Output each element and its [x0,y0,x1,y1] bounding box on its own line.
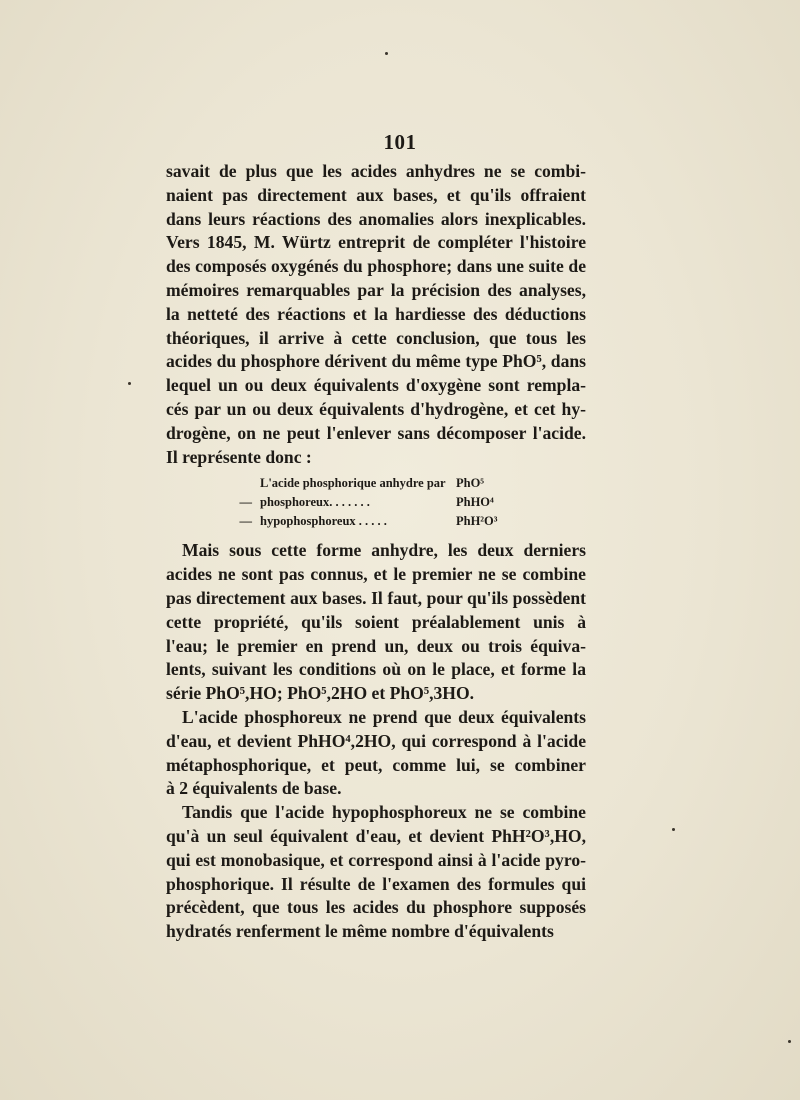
text-line: Vers 1845, M. Würtz entreprit de compléter l'histoire [166,232,586,253]
text-line: L'acide phosphoreux ne prend que deux équivalents [182,706,586,727]
text-line: naient pas directement aux bases, et qu'ils offraient [166,184,586,205]
text-line: mémoires remarquables par la précision des analyses, [166,279,586,300]
paragraph-3 [166,706,586,801]
formula-row [166,493,586,512]
formula-value: PhH²O³ [456,514,498,529]
body-text [166,160,586,944]
paper-speck [385,52,388,55]
formula-prefix [166,474,260,493]
text-line: qui est monobasique, et correspond ainsi à l'acide pyro- [166,849,586,870]
text-line: Mais sous cette forme anhydre, les deux derniers [182,540,586,561]
text-line: phosphorique. Il résulte de l'examen des formules qui [166,873,586,894]
text-line: drogène, on ne peut l'enlever sans décomposer l'acide. [166,422,586,443]
text-line: série PhO⁵,HO; PhO⁵,2HO et PhO⁵,3HO. [166,683,475,704]
text-line: pas directement aux bases. Il faut, pour qu'ils possèdent [166,587,586,608]
paper-speck [128,382,131,385]
formula-value: PhHO⁴ [456,495,494,510]
text-line: lents, suivant les conditions où on le place, et forme la [166,659,586,680]
formula-label: hypophosphoreux . . . . . [260,514,387,529]
text-line: acides ne sont pas connus, et le premier ne se combine [166,564,586,585]
text-line: des composés oxygénés du phosphore; dans une suite de [166,256,586,277]
formula-row [166,474,586,493]
formula-table [166,474,586,531]
paper-speck [788,1040,791,1043]
text-line: à 2 équivalents de base. [166,778,342,799]
text-line: Tandis que l'acide hypophosphoreux ne se combine [182,802,586,823]
paragraph-4 [166,801,586,944]
text-line: savait de plus que les acides anhydres ne se combi- [166,161,586,181]
page-number: 101 [383,130,417,154]
formula-prefix: — [239,514,252,529]
text-line: l'eau; le premier en prend un, deux ou trois équiva- [166,635,586,656]
formula-prefix: — [239,495,252,510]
text-line: théoriques, il arrive à cette conclusion, que tous les [166,327,586,348]
formula-value: PhO⁵ [456,476,485,491]
paragraph-2 [166,539,586,706]
formula-label: L'acide phosphorique anhydre par [260,476,446,491]
text-line: qu'à un seul équivalent d'eau, et devient PhH²O³,HO, [166,825,586,846]
paragraph-1 [166,160,586,469]
text-line: lequel un ou deux équivalents d'oxygène sont rempla- [166,375,586,396]
text-line: cés par un ou deux équivalents d'hydrogène, et cet hy- [166,398,586,419]
text-line: cette propriété, qu'ils soient préalablement unis à [166,611,586,632]
text-line: dans leurs réactions des anomalies alors inexplicables. [166,208,586,229]
formula-label: phosphoreux. . . . . . . [260,495,370,510]
text-line: métaphosphorique, et peut, comme lui, se combiner [166,754,586,775]
paper-speck [672,828,675,831]
formula-row [166,512,586,531]
text-line: acides du phosphore dérivent du même type PhO⁵, dans [166,351,586,372]
text-line: hydratés renferment le même nombre d'équivalents [166,921,554,942]
text-line: la netteté des réactions et la hardiesse des déductions [166,303,586,324]
text-line: d'eau, et devient PhHO⁴,2HO, qui correspond à l'acide [166,730,586,751]
text-line: précèdent, que tous les acides du phosphore supposés [166,897,586,918]
text-line: Il représente donc : [166,446,312,467]
